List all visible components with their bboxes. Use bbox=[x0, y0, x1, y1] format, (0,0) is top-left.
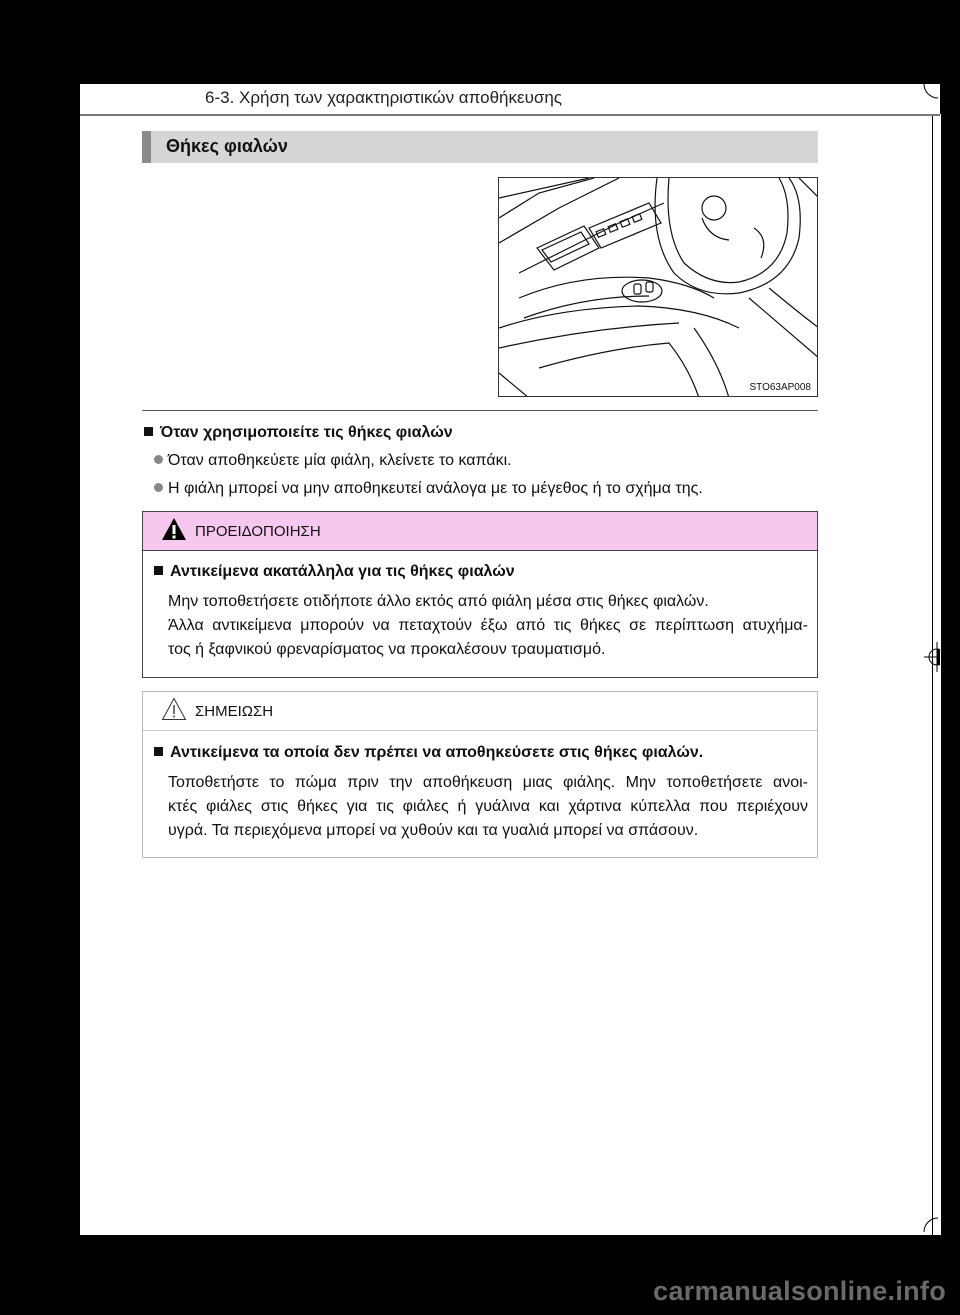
square-bullet-icon bbox=[154, 747, 163, 756]
warning-label: ΠΡΟΕΙΔΟΠΟΙΗΣΗ bbox=[195, 523, 321, 540]
watermark: carmanualsonline.info bbox=[653, 1276, 946, 1306]
warning-body bbox=[168, 590, 808, 662]
car-interior-drawing bbox=[499, 178, 818, 397]
square-bullet-icon bbox=[154, 566, 163, 575]
figure-code: STO63AP008 bbox=[749, 382, 811, 393]
header-rule bbox=[80, 114, 940, 116]
note-label: ΣΗΜΕΙΩΣΗ bbox=[195, 703, 274, 720]
list-item bbox=[154, 480, 703, 498]
note-line: κτές φιάλες στις θήκες για τις φιάλες ή γυάλινα και χάρτινα κύπελλα που περιέχουν bbox=[168, 798, 808, 815]
section-divider bbox=[142, 410, 818, 411]
section-title: Θήκες φιαλών bbox=[166, 136, 288, 156]
bottle-holder-illustration bbox=[498, 177, 818, 397]
note-heading-text: Αντικείμενα τα οποία δεν πρέπει να αποθηκεύσετε στις θήκες φιαλών. bbox=[170, 744, 704, 761]
warning-line: Μην τοποθετήσετε οτιδήποτε άλλο εκτός από φιάλη μέσα στις θήκες φιαλών. bbox=[168, 593, 709, 610]
warning-header bbox=[143, 512, 817, 551]
note-line: Τοποθετήστε το πώμα πριν την αποθήκευση μιας φιάλης. Μην τοποθετήσετε ανοι- bbox=[168, 774, 808, 791]
note-box bbox=[142, 691, 818, 858]
warning-line: Άλλα αντικείμενα μπορούν να πεταχτούν έξω από τις θήκες σε περίπτωση ατυχήμα- bbox=[168, 617, 808, 634]
note-line: υγρά. Τα περιεχόμενα μπορεί να χυθούν και τα γυαλιά μπορεί να σπάσουν. bbox=[168, 822, 699, 839]
crop-mark-icon bbox=[922, 1214, 940, 1234]
warning-heading-text: Αντικείμενα ακατάλληλα για τις θήκες φιαλών bbox=[170, 563, 515, 580]
registration-mark-icon bbox=[922, 642, 940, 672]
caution-triangle-outline-icon bbox=[161, 697, 187, 721]
list-item-text: Όταν αποθηκεύετε μία φιάλη, κλείνετε το καπάκι. bbox=[168, 452, 512, 469]
note-header bbox=[143, 692, 817, 731]
usage-heading-text: Όταν χρησιμοποιείτε τις θήκες φιαλών bbox=[160, 424, 453, 441]
section-title-bar bbox=[142, 131, 818, 163]
circle-bullet-icon bbox=[154, 483, 163, 492]
list-item bbox=[154, 452, 512, 470]
note-heading bbox=[154, 744, 703, 762]
list-item-text: Η φιάλη μπορεί να μην αποθηκευτεί ανάλογα με το μέγεθος ή το σχήμα της. bbox=[168, 480, 703, 497]
square-bullet-icon bbox=[144, 427, 153, 436]
page-trim-edge bbox=[932, 114, 941, 1235]
usage-heading bbox=[144, 424, 453, 442]
manual-page bbox=[80, 84, 940, 1235]
warning-box bbox=[142, 511, 818, 678]
crop-mark-icon bbox=[922, 84, 940, 102]
warning-triangle-icon bbox=[161, 517, 187, 541]
chapter-header: 6-3. Χρήση των χαρακτηριστικών αποθήκευσης bbox=[205, 88, 562, 107]
warning-heading bbox=[154, 563, 515, 581]
circle-bullet-icon bbox=[154, 455, 163, 464]
note-body bbox=[168, 771, 808, 843]
warning-line: τος ή ξαφνικού φρεναρίσματος να προκαλέσουν τραυματισμό. bbox=[168, 641, 606, 658]
